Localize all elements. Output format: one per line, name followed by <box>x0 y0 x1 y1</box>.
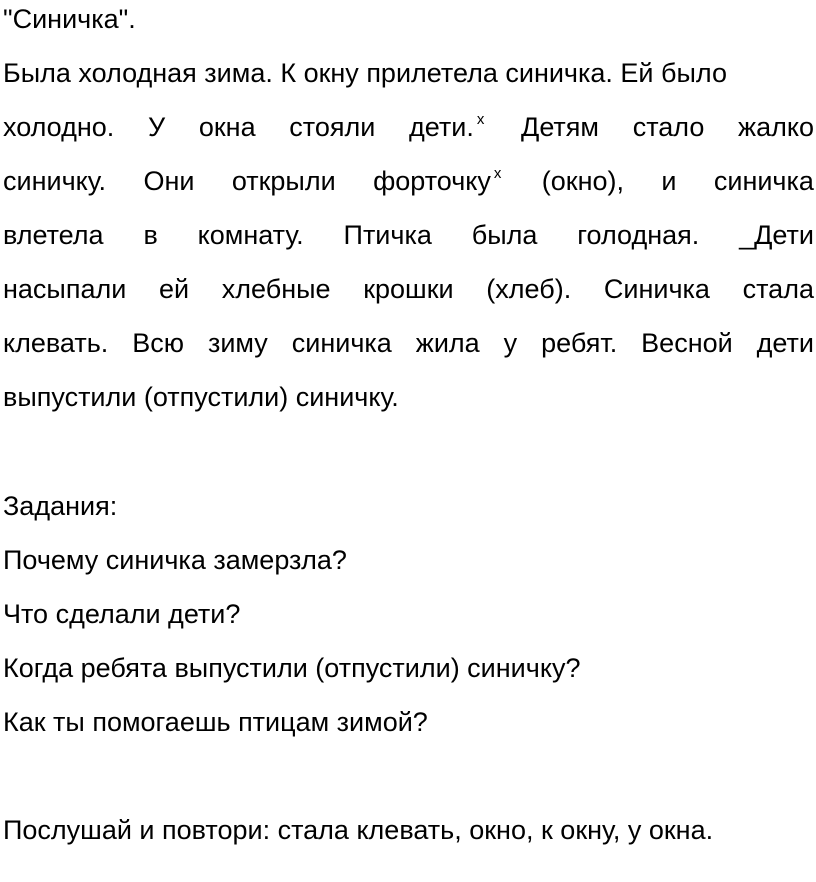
task-question-1: Почему синичка замерзла? <box>3 545 347 575</box>
story-line-1: Была холодная зима. К окну прилетела синичка. Ей было <box>3 58 727 88</box>
word: стало <box>632 112 705 142</box>
word: у <box>503 328 518 358</box>
word: зиму <box>207 328 268 358</box>
word: была <box>471 220 538 250</box>
word: форточку <box>373 166 491 196</box>
word: холодно. <box>3 112 115 142</box>
word: Всю <box>132 328 185 358</box>
word: клевать. <box>3 328 109 358</box>
superscript-mark: x <box>493 165 502 182</box>
word: окна <box>198 112 256 142</box>
word: Они <box>143 166 195 196</box>
word: хлебные <box>221 274 331 304</box>
word: Весной <box>641 328 733 358</box>
story-title: "Синичка". <box>3 4 136 34</box>
word: ей <box>158 274 190 304</box>
word: _Дети <box>739 220 814 250</box>
story-line-5 <box>3 273 814 305</box>
word-with-mark <box>409 111 487 148</box>
word: открыли <box>231 166 336 196</box>
word: (хлеб). <box>486 274 572 304</box>
word: синичка <box>713 166 814 196</box>
tasks-heading: Задания: <box>3 491 118 521</box>
word: и <box>661 166 677 196</box>
task-question-2: Что сделали дети? <box>3 599 241 629</box>
word: синичка <box>291 328 392 358</box>
repeat-instruction: Послушай и повтори: стала клевать, окно, к окну, у окна. <box>3 815 714 845</box>
word: У <box>147 112 166 142</box>
word: (окно), <box>541 166 625 196</box>
story-line-7: выпустили (отпустили) синичку. <box>3 382 399 412</box>
word: стала <box>742 274 814 304</box>
task-question-4: Как ты помогаешь птицам зимой? <box>3 707 428 737</box>
word: Детям <box>521 112 599 142</box>
superscript-mark: x <box>476 111 485 128</box>
word: жалко <box>738 112 814 142</box>
word: стояли <box>289 112 376 142</box>
word: в <box>143 220 158 250</box>
word: крошки <box>363 274 454 304</box>
word-with-mark <box>373 165 504 202</box>
word: комнату. <box>197 220 304 250</box>
story-line-6 <box>3 327 814 359</box>
word: синичку. <box>3 166 107 196</box>
word: Синичка <box>603 274 710 304</box>
word: влетела <box>3 220 104 250</box>
task-question-3: Когда ребята выпустили (отпустили) синичку? <box>3 653 581 683</box>
story-line-2 <box>3 111 814 148</box>
story-line-4 <box>3 219 814 251</box>
word: голодная. <box>577 220 700 250</box>
word: насыпали <box>3 274 127 304</box>
story-line-3 <box>3 165 814 202</box>
word: ребят. <box>541 328 618 358</box>
word: Птичка <box>343 220 432 250</box>
word: дети <box>756 328 814 358</box>
word: жила <box>415 328 480 358</box>
word: дети. <box>409 112 474 142</box>
